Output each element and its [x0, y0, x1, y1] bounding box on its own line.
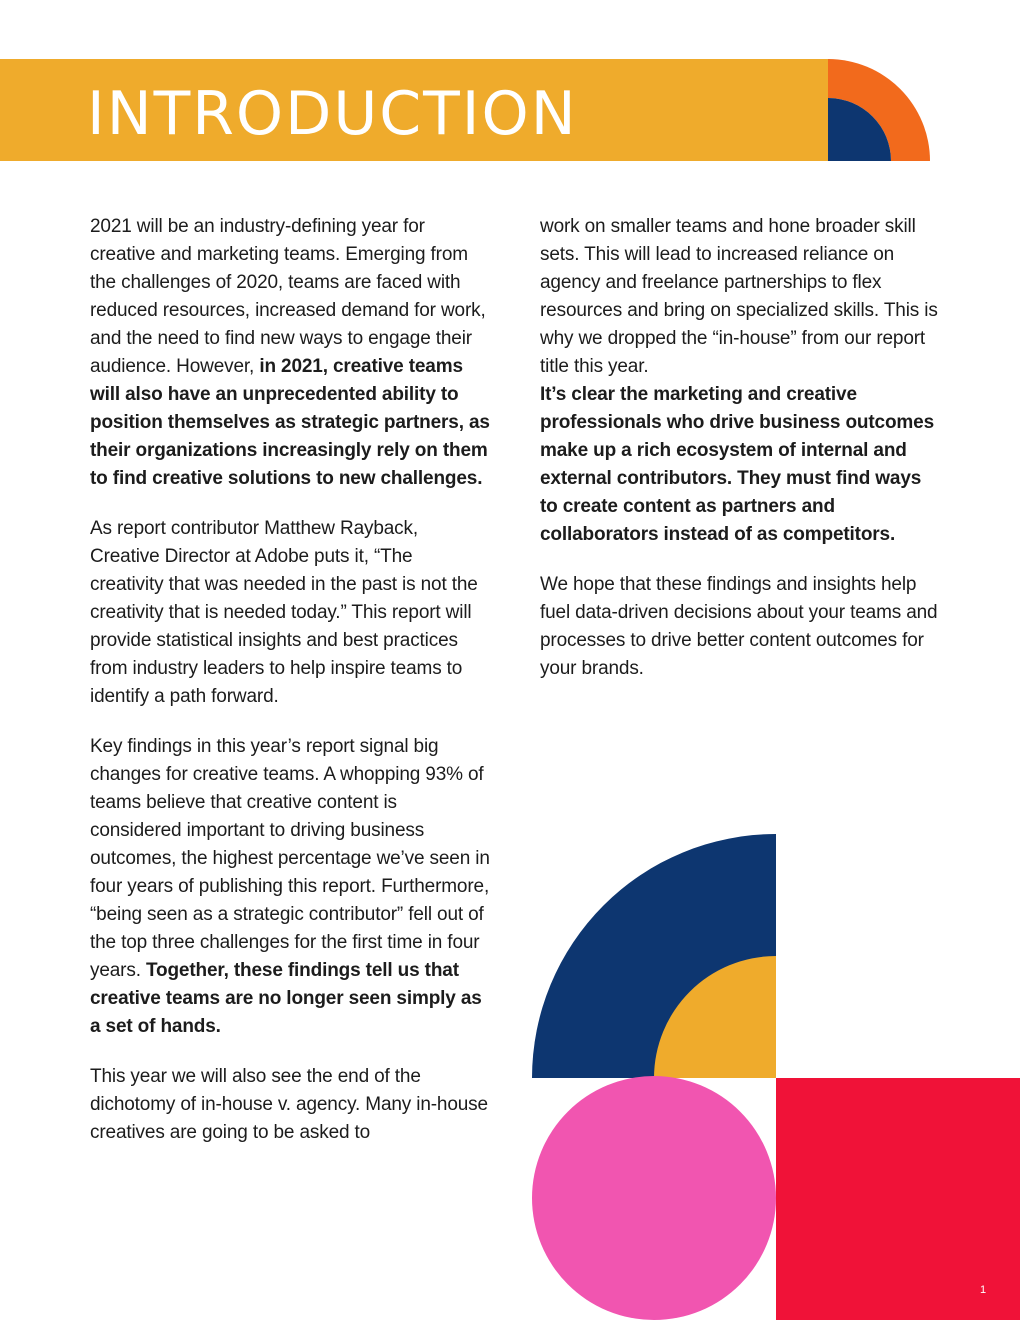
page-number: 1 — [980, 1284, 987, 1296]
header-quarter-circles-graphic — [828, 59, 932, 163]
left-text-column — [90, 213, 490, 1169]
emphasis-text: in 2021, creative teams will also have an unprecedented ability to position themselves as strategic partners, as their organizations increasingly rely on them to find creative solutions to new challenges. — [90, 356, 490, 489]
decorative-shapes-graphic — [530, 830, 1020, 1320]
intro-paragraph-2: As report contributor Matthew Rayback, Creative Director at Adobe puts it, “The creativity that was needed in the past is not the creativity that is needed today.” This report will provide statistical insights and best practices from industry leaders to help inspire teams to identify a path forward. — [90, 518, 478, 707]
intro-paragraph-6: We hope that these findings and insights help fuel data-driven decisions about your teams and processes to drive better content outcomes for your brands. — [540, 574, 938, 679]
emphasis-text: Together, these findings tell us that creative teams are no longer seen simply as a set of hands. — [90, 960, 482, 1037]
right-text-column — [540, 213, 940, 705]
intro-paragraph-1: 2021 will be an industry-defining year for creative and marketing teams. Emerging from the challenges of 2020, teams are faced with reduced resources, increased demand for work, and the need to find new ways to engage their audience. However, in 2021, creative teams will also have an unprecedented ability to position themselves as strategic partners, as their organizations increasingly rely on them to find creative solutions to new challenges. — [90, 216, 490, 489]
emphasis-text: It’s clear the marketing and creative professionals who drive business outcomes make up a rich ecosystem of internal and external contributors. They must find ways to create content as partners and collaborators instead of as competitors. — [540, 384, 935, 545]
pink-circle — [532, 1076, 776, 1320]
intro-paragraph-3: Key findings in this year’s report signal big changes for creative teams. A whopping 93% of teams believe that creative content is considered important to driving business outcomes, the highest percentage we’ve seen in four years of publishing this report. Furthermore, “being seen as a strategic contributor” fell out of the top three challenges for the first time in four years. Together, these findings tell us that creative teams are no longer seen simply as a set of hands. — [90, 736, 490, 1037]
page-title: INTRODUCTION — [87, 79, 578, 149]
intro-paragraph-5: work on smaller teams and hone broader skill sets. This will lead to increased reliance on agency and freelance partnerships to flex resources and bring on specialized skills. This is why we dropped the “in-house” from our report title this year. It’s clear the marketing and creative professionals who drive business outcomes make up a rich ecosystem of internal and external contributors. They must find ways to create content as partners and collaborators instead of as competitors. — [540, 216, 938, 545]
intro-paragraph-4: This year we will also see the end of the dichotomy of in-house v. agency. Many in-house creatives are going to be asked to — [90, 1066, 488, 1143]
